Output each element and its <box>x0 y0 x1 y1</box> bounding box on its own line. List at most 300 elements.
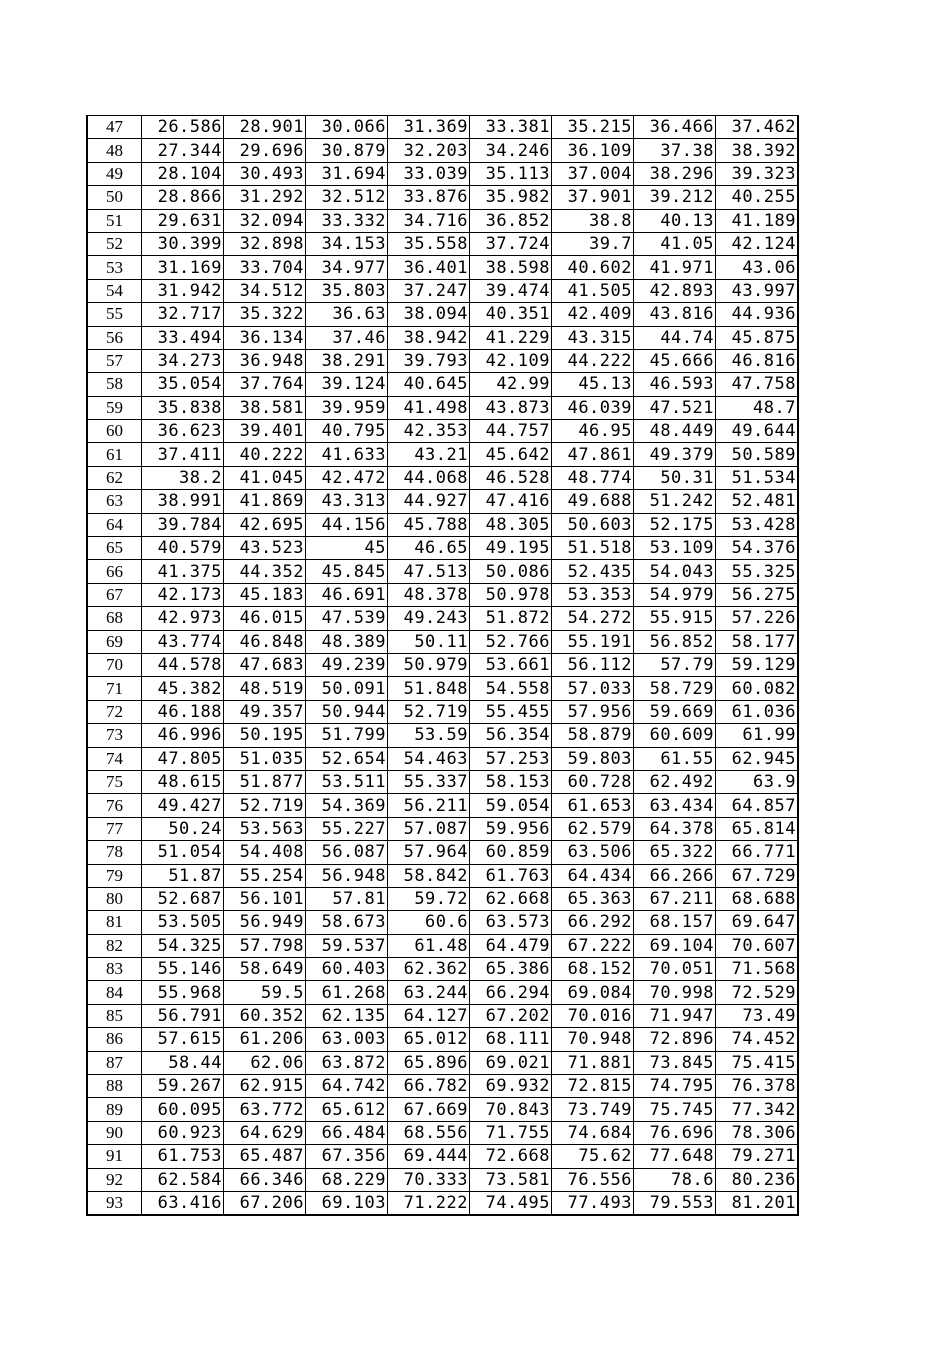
table-row <box>87 607 798 630</box>
value-cell: 51.534 <box>716 466 799 489</box>
value-cell: 60.095 <box>142 1098 224 1121</box>
value-cell: 52.654 <box>306 747 388 770</box>
row-index-cell: 86 <box>87 1028 142 1051</box>
value-cell: 77.342 <box>716 1098 799 1121</box>
value-cell: 42.973 <box>142 607 224 630</box>
value-cell: 37.46 <box>306 326 388 349</box>
value-cell: 59.956 <box>470 817 552 840</box>
value-cell: 32.898 <box>224 232 306 255</box>
value-cell: 37.724 <box>470 232 552 255</box>
value-cell: 39.793 <box>388 349 470 372</box>
value-cell: 50.31 <box>634 466 716 489</box>
value-cell: 56.791 <box>142 1004 224 1027</box>
value-cell: 69.932 <box>470 1075 552 1098</box>
value-cell: 70.607 <box>716 934 799 957</box>
row-index-cell: 55 <box>87 303 142 326</box>
value-cell: 34.273 <box>142 349 224 372</box>
table-row <box>87 747 798 770</box>
value-cell: 68.111 <box>470 1028 552 1051</box>
row-index-cell: 61 <box>87 443 142 466</box>
value-cell: 64.378 <box>634 817 716 840</box>
value-cell: 38.296 <box>634 162 716 185</box>
value-cell: 63.9 <box>716 770 799 793</box>
value-cell: 34.153 <box>306 232 388 255</box>
value-cell: 60.6 <box>388 911 470 934</box>
value-cell: 62.06 <box>224 1051 306 1074</box>
table-row <box>87 1121 798 1144</box>
value-cell: 35.838 <box>142 396 224 419</box>
value-cell: 42.109 <box>470 349 552 372</box>
value-cell: 43.313 <box>306 490 388 513</box>
value-cell: 55.968 <box>142 981 224 1004</box>
value-cell: 45.183 <box>224 583 306 606</box>
value-cell: 62.945 <box>716 747 799 770</box>
value-cell: 61.763 <box>470 864 552 887</box>
value-cell: 46.996 <box>142 724 224 747</box>
row-index-cell: 58 <box>87 373 142 396</box>
value-cell: 59.669 <box>634 700 716 723</box>
value-cell: 62.362 <box>388 958 470 981</box>
value-cell: 41.505 <box>552 279 634 302</box>
row-index-cell: 78 <box>87 841 142 864</box>
value-cell: 55.455 <box>470 700 552 723</box>
value-cell: 56.101 <box>224 887 306 910</box>
value-cell: 68.152 <box>552 958 634 981</box>
value-cell: 54.463 <box>388 747 470 770</box>
value-cell: 63.244 <box>388 981 470 1004</box>
value-cell: 47.539 <box>306 607 388 630</box>
table-row <box>87 653 798 676</box>
value-cell: 41.498 <box>388 396 470 419</box>
value-cell: 52.719 <box>224 794 306 817</box>
value-cell: 36.401 <box>388 256 470 279</box>
value-cell: 72.529 <box>716 981 799 1004</box>
value-cell: 46.015 <box>224 607 306 630</box>
value-cell: 47.758 <box>716 373 799 396</box>
row-index-cell: 81 <box>87 911 142 934</box>
value-cell: 39.323 <box>716 162 799 185</box>
value-cell: 70.016 <box>552 1004 634 1027</box>
value-cell: 50.24 <box>142 817 224 840</box>
value-cell: 27.344 <box>142 139 224 162</box>
value-cell: 43.774 <box>142 630 224 653</box>
value-cell: 54.408 <box>224 841 306 864</box>
row-index-cell: 66 <box>87 560 142 583</box>
value-cell: 29.631 <box>142 209 224 232</box>
value-cell: 48.378 <box>388 583 470 606</box>
value-cell: 56.275 <box>716 583 799 606</box>
value-cell: 65.012 <box>388 1028 470 1051</box>
value-cell: 60.859 <box>470 841 552 864</box>
row-index-cell: 82 <box>87 934 142 957</box>
table-row <box>87 817 798 840</box>
value-cell: 54.558 <box>470 677 552 700</box>
value-cell: 57.226 <box>716 607 799 630</box>
value-cell: 46.816 <box>716 349 799 372</box>
value-cell: 28.866 <box>142 186 224 209</box>
value-cell: 63.872 <box>306 1051 388 1074</box>
value-cell: 39.959 <box>306 396 388 419</box>
table-row <box>87 466 798 489</box>
table-row <box>87 232 798 255</box>
value-cell: 46.848 <box>224 630 306 653</box>
value-cell: 44.757 <box>470 420 552 443</box>
value-cell: 36.852 <box>470 209 552 232</box>
value-cell: 42.472 <box>306 466 388 489</box>
value-cell: 35.215 <box>552 116 634 139</box>
value-cell: 57.956 <box>552 700 634 723</box>
value-cell: 62.668 <box>470 887 552 910</box>
value-cell: 49.357 <box>224 700 306 723</box>
value-cell: 37.901 <box>552 186 634 209</box>
value-cell: 49.243 <box>388 607 470 630</box>
value-cell: 38.581 <box>224 396 306 419</box>
value-cell: 47.521 <box>634 396 716 419</box>
row-index-cell: 60 <box>87 420 142 443</box>
value-cell: 70.051 <box>634 958 716 981</box>
value-cell: 69.444 <box>388 1145 470 1168</box>
value-cell: 71.947 <box>634 1004 716 1027</box>
value-cell: 64.857 <box>716 794 799 817</box>
value-cell: 51.848 <box>388 677 470 700</box>
table-row <box>87 139 798 162</box>
value-cell: 41.229 <box>470 326 552 349</box>
value-cell: 56.087 <box>306 841 388 864</box>
value-cell: 30.879 <box>306 139 388 162</box>
row-index-cell: 89 <box>87 1098 142 1121</box>
value-cell: 38.094 <box>388 303 470 326</box>
table-row <box>87 794 798 817</box>
value-cell: 47.805 <box>142 747 224 770</box>
value-cell: 65.612 <box>306 1098 388 1121</box>
value-cell: 54.979 <box>634 583 716 606</box>
table-row <box>87 186 798 209</box>
table-row <box>87 700 798 723</box>
row-index-cell: 80 <box>87 887 142 910</box>
row-index-cell: 72 <box>87 700 142 723</box>
table-row <box>87 513 798 536</box>
table-row <box>87 841 798 864</box>
value-cell: 31.942 <box>142 279 224 302</box>
value-cell: 66.266 <box>634 864 716 887</box>
value-cell: 64.742 <box>306 1075 388 1098</box>
table-row <box>87 303 798 326</box>
value-cell: 60.923 <box>142 1121 224 1144</box>
value-cell: 57.033 <box>552 677 634 700</box>
value-cell: 58.153 <box>470 770 552 793</box>
value-cell: 61.99 <box>716 724 799 747</box>
value-cell: 60.403 <box>306 958 388 981</box>
value-cell: 56.948 <box>306 864 388 887</box>
value-cell: 35.982 <box>470 186 552 209</box>
row-index-cell: 92 <box>87 1168 142 1191</box>
value-cell: 53.661 <box>470 653 552 676</box>
value-cell: 46.691 <box>306 583 388 606</box>
value-cell: 62.135 <box>306 1004 388 1027</box>
value-cell: 35.113 <box>470 162 552 185</box>
value-cell: 55.337 <box>388 770 470 793</box>
value-cell: 63.772 <box>224 1098 306 1121</box>
value-cell: 38.291 <box>306 349 388 372</box>
value-cell: 47.683 <box>224 653 306 676</box>
value-cell: 77.493 <box>552 1191 634 1215</box>
row-index-cell: 88 <box>87 1075 142 1098</box>
value-cell: 35.803 <box>306 279 388 302</box>
value-cell: 78.6 <box>634 1168 716 1191</box>
value-cell: 48.7 <box>716 396 799 419</box>
value-cell: 44.352 <box>224 560 306 583</box>
value-cell: 42.124 <box>716 232 799 255</box>
row-index-cell: 62 <box>87 466 142 489</box>
value-cell: 67.669 <box>388 1098 470 1121</box>
value-cell: 51.799 <box>306 724 388 747</box>
value-cell: 52.766 <box>470 630 552 653</box>
value-cell: 41.045 <box>224 466 306 489</box>
value-cell: 61.268 <box>306 981 388 1004</box>
value-cell: 35.322 <box>224 303 306 326</box>
value-cell: 65.896 <box>388 1051 470 1074</box>
value-cell: 39.784 <box>142 513 224 536</box>
value-cell: 43.997 <box>716 279 799 302</box>
value-cell: 45.13 <box>552 373 634 396</box>
value-cell: 72.896 <box>634 1028 716 1051</box>
value-cell: 63.506 <box>552 841 634 864</box>
value-cell: 32.512 <box>306 186 388 209</box>
value-cell: 58.729 <box>634 677 716 700</box>
value-cell: 38.942 <box>388 326 470 349</box>
value-cell: 67.202 <box>470 1004 552 1027</box>
value-cell: 38.2 <box>142 466 224 489</box>
value-cell: 50.195 <box>224 724 306 747</box>
row-index-cell: 79 <box>87 864 142 887</box>
value-cell: 40.255 <box>716 186 799 209</box>
value-cell: 33.876 <box>388 186 470 209</box>
table-row <box>87 326 798 349</box>
value-cell: 53.428 <box>716 513 799 536</box>
value-cell: 46.65 <box>388 537 470 560</box>
value-cell: 44.578 <box>142 653 224 676</box>
value-cell: 32.094 <box>224 209 306 232</box>
value-cell: 34.512 <box>224 279 306 302</box>
value-cell: 54.376 <box>716 537 799 560</box>
value-cell: 44.927 <box>388 490 470 513</box>
value-cell: 41.375 <box>142 560 224 583</box>
value-cell: 70.843 <box>470 1098 552 1121</box>
value-cell: 70.333 <box>388 1168 470 1191</box>
value-cell: 69.084 <box>552 981 634 1004</box>
value-cell: 61.036 <box>716 700 799 723</box>
value-cell: 51.518 <box>552 537 634 560</box>
value-cell: 59.537 <box>306 934 388 957</box>
value-cell: 58.842 <box>388 864 470 887</box>
value-cell: 55.254 <box>224 864 306 887</box>
value-cell: 71.568 <box>716 958 799 981</box>
value-cell: 51.877 <box>224 770 306 793</box>
value-cell: 49.379 <box>634 443 716 466</box>
value-cell: 36.466 <box>634 116 716 139</box>
value-cell: 43.06 <box>716 256 799 279</box>
value-cell: 40.602 <box>552 256 634 279</box>
value-cell: 52.719 <box>388 700 470 723</box>
table-row <box>87 560 798 583</box>
value-cell: 57.81 <box>306 887 388 910</box>
row-index-cell: 47 <box>87 116 142 139</box>
value-cell: 53.353 <box>552 583 634 606</box>
value-cell: 39.212 <box>634 186 716 209</box>
value-cell: 58.649 <box>224 958 306 981</box>
value-cell: 67.356 <box>306 1145 388 1168</box>
value-cell: 45.788 <box>388 513 470 536</box>
table-row <box>87 1191 798 1215</box>
table-row <box>87 1075 798 1098</box>
table-row <box>87 537 798 560</box>
value-cell: 48.389 <box>306 630 388 653</box>
value-cell: 68.688 <box>716 887 799 910</box>
value-cell: 65.487 <box>224 1145 306 1168</box>
value-cell: 52.175 <box>634 513 716 536</box>
value-cell: 59.054 <box>470 794 552 817</box>
value-cell: 40.579 <box>142 537 224 560</box>
value-cell: 68.556 <box>388 1121 470 1144</box>
value-cell: 62.584 <box>142 1168 224 1191</box>
value-cell: 57.964 <box>388 841 470 864</box>
value-cell: 30.399 <box>142 232 224 255</box>
value-cell: 66.484 <box>306 1121 388 1144</box>
value-cell: 28.901 <box>224 116 306 139</box>
value-cell: 51.872 <box>470 607 552 630</box>
value-cell: 55.146 <box>142 958 224 981</box>
row-index-cell: 49 <box>87 162 142 185</box>
value-cell: 40.645 <box>388 373 470 396</box>
value-cell: 54.043 <box>634 560 716 583</box>
value-cell: 39.474 <box>470 279 552 302</box>
value-cell: 37.764 <box>224 373 306 396</box>
value-cell: 54.325 <box>142 934 224 957</box>
row-index-cell: 69 <box>87 630 142 653</box>
value-cell: 51.87 <box>142 864 224 887</box>
row-index-cell: 70 <box>87 653 142 676</box>
value-cell: 42.353 <box>388 420 470 443</box>
value-cell: 45.382 <box>142 677 224 700</box>
value-cell: 50.603 <box>552 513 634 536</box>
value-cell: 58.44 <box>142 1051 224 1074</box>
value-cell: 73.49 <box>716 1004 799 1027</box>
table-row <box>87 1004 798 1027</box>
value-cell: 71.755 <box>470 1121 552 1144</box>
value-cell: 40.222 <box>224 443 306 466</box>
table-row <box>87 209 798 232</box>
row-index-cell: 87 <box>87 1051 142 1074</box>
value-cell: 50.11 <box>388 630 470 653</box>
value-cell: 40.13 <box>634 209 716 232</box>
value-cell: 42.409 <box>552 303 634 326</box>
value-cell: 47.513 <box>388 560 470 583</box>
value-cell: 64.127 <box>388 1004 470 1027</box>
value-cell: 79.271 <box>716 1145 799 1168</box>
value-cell: 59.267 <box>142 1075 224 1098</box>
data-table <box>86 115 799 1216</box>
row-index-cell: 53 <box>87 256 142 279</box>
value-cell: 42.893 <box>634 279 716 302</box>
value-cell: 39.124 <box>306 373 388 396</box>
value-cell: 63.416 <box>142 1191 224 1215</box>
value-cell: 57.615 <box>142 1028 224 1051</box>
value-cell: 36.63 <box>306 303 388 326</box>
value-cell: 35.558 <box>388 232 470 255</box>
table-row <box>87 770 798 793</box>
row-index-cell: 51 <box>87 209 142 232</box>
value-cell: 65.814 <box>716 817 799 840</box>
row-index-cell: 90 <box>87 1121 142 1144</box>
value-cell: 47.416 <box>470 490 552 513</box>
value-cell: 56.354 <box>470 724 552 747</box>
value-cell: 74.795 <box>634 1075 716 1098</box>
value-cell: 54.272 <box>552 607 634 630</box>
value-cell: 39.401 <box>224 420 306 443</box>
value-cell: 79.553 <box>634 1191 716 1215</box>
value-cell: 51.054 <box>142 841 224 864</box>
value-cell: 45.875 <box>716 326 799 349</box>
value-cell: 55.191 <box>552 630 634 653</box>
row-index-cell: 85 <box>87 1004 142 1027</box>
value-cell: 67.222 <box>552 934 634 957</box>
value-cell: 34.246 <box>470 139 552 162</box>
value-cell: 61.753 <box>142 1145 224 1168</box>
value-cell: 67.729 <box>716 864 799 887</box>
value-cell: 48.519 <box>224 677 306 700</box>
value-cell: 31.292 <box>224 186 306 209</box>
value-cell: 56.852 <box>634 630 716 653</box>
value-cell: 68.229 <box>306 1168 388 1191</box>
value-cell: 53.511 <box>306 770 388 793</box>
value-cell: 44.74 <box>634 326 716 349</box>
table-row <box>87 724 798 747</box>
value-cell: 49.644 <box>716 420 799 443</box>
value-cell: 38.8 <box>552 209 634 232</box>
value-cell: 44.222 <box>552 349 634 372</box>
value-cell: 51.035 <box>224 747 306 770</box>
value-cell: 53.563 <box>224 817 306 840</box>
row-index-cell: 83 <box>87 958 142 981</box>
row-index-cell: 91 <box>87 1145 142 1168</box>
row-index-cell: 74 <box>87 747 142 770</box>
value-cell: 33.332 <box>306 209 388 232</box>
table-row <box>87 162 798 185</box>
table-row <box>87 490 798 513</box>
value-cell: 50.589 <box>716 443 799 466</box>
table-row <box>87 420 798 443</box>
value-cell: 43.816 <box>634 303 716 326</box>
table-row <box>87 443 798 466</box>
value-cell: 37.462 <box>716 116 799 139</box>
value-cell: 55.227 <box>306 817 388 840</box>
value-cell: 31.169 <box>142 256 224 279</box>
value-cell: 57.087 <box>388 817 470 840</box>
value-cell: 76.378 <box>716 1075 799 1098</box>
value-cell: 60.082 <box>716 677 799 700</box>
value-cell: 70.998 <box>634 981 716 1004</box>
value-cell: 48.305 <box>470 513 552 536</box>
table-row <box>87 911 798 934</box>
value-cell: 37.247 <box>388 279 470 302</box>
value-cell: 81.201 <box>716 1191 799 1215</box>
value-cell: 43.523 <box>224 537 306 560</box>
value-cell: 61.206 <box>224 1028 306 1051</box>
value-cell: 54.369 <box>306 794 388 817</box>
value-cell: 48.449 <box>634 420 716 443</box>
table-row <box>87 677 798 700</box>
value-cell: 36.109 <box>552 139 634 162</box>
